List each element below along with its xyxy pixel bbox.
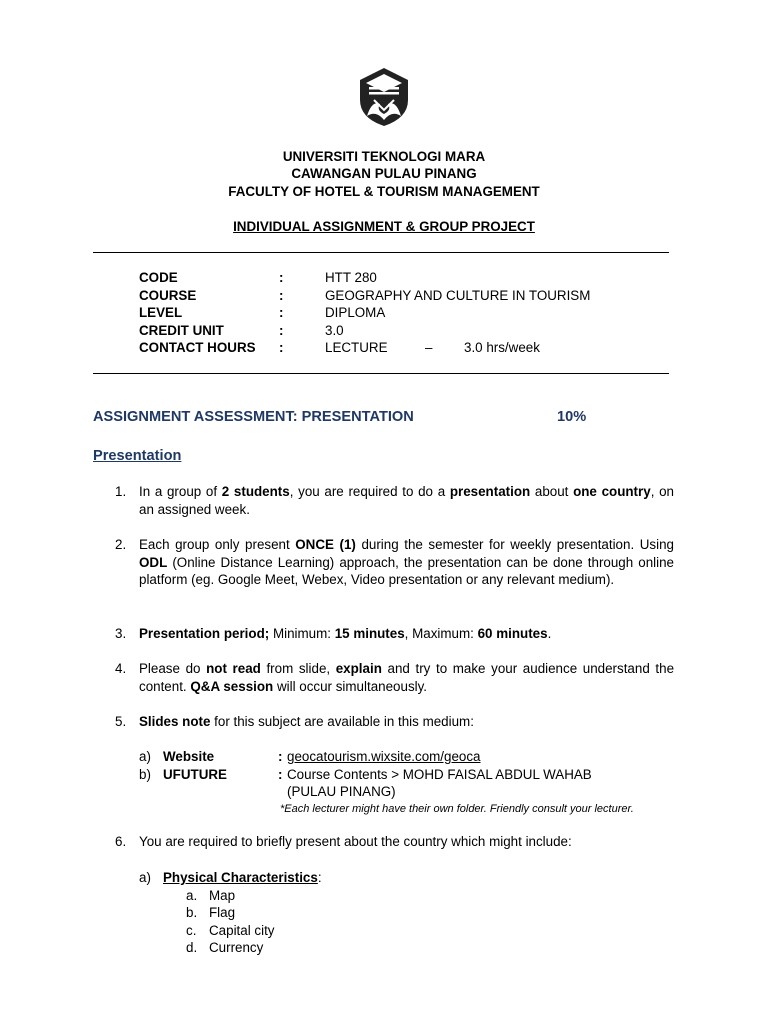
info-value: DIPLOMA [325, 305, 386, 320]
info-colon: : [279, 270, 284, 285]
assessment-weight: 10% [557, 409, 587, 425]
list-item-5: Slides note for this subject are available in this medium: [139, 714, 474, 729]
info-value: GEOGRAPHY AND CULTURE IN TOURISM [325, 288, 591, 303]
uitm-crest-icon [358, 66, 410, 128]
sub-letter: d. [186, 940, 198, 955]
info-label: CREDIT UNIT [139, 323, 224, 338]
list-item-3: Presentation period; Minimum: 15 minutes, Maximum: 60 minutes. [139, 626, 552, 641]
item-number: 3. [115, 626, 127, 641]
item-number: 5. [115, 714, 127, 729]
item-number: 1. [115, 484, 127, 499]
item-number: 6. [115, 834, 127, 849]
ufuture-path-cont: (PULAU PINANG) [287, 784, 396, 799]
info-colon: : [279, 288, 284, 303]
sub-item-currency: Currency [209, 940, 264, 955]
info-label: LEVEL [139, 305, 183, 320]
university-name: UNIVERSITI TEKNOLOGI MARA [282, 149, 486, 164]
document-title [0, 219, 768, 234]
sub-letter: c. [186, 923, 197, 938]
info-colon: : [279, 340, 284, 355]
info-label: CODE [139, 270, 178, 285]
info-colon: : [279, 305, 284, 320]
physical-letter: a) [139, 870, 151, 885]
ufuture-path: Course Contents > MOHD FAISAL ABDUL WAHAB [287, 767, 592, 782]
section-title: Presentation [93, 448, 182, 464]
faculty-name: FACULTY OF HOTEL & TOURISM MANAGEMENT [228, 184, 540, 199]
info-value: LECTURE [325, 340, 388, 355]
item-number: 2. [115, 537, 127, 552]
list-item-2: Each group only present ONCE (1) during the semester for weekly presentation. Using ODL (Online Distance Learning) approach, the presentation can be done through online platform (eg. Google Meet, Webex, Video presentation or any relevant medium). [139, 537, 674, 588]
info-extra: 3.0 hrs/week [464, 340, 540, 355]
sub-item-map: Map [209, 888, 236, 903]
info-value: HTT 280 [325, 270, 377, 285]
media-colon: : [278, 749, 283, 764]
list-item-6: You are required to briefly present about the country which might include: [139, 834, 572, 849]
media-letter: a) [139, 749, 151, 764]
sub-letter: b. [186, 905, 198, 920]
info-label: CONTACT HOURS [139, 340, 256, 355]
sub-item-flag: Flag [209, 905, 236, 920]
list-item-1: In a group of 2 students, you are required to do a presentation about one country, on an assigned week. [139, 484, 674, 517]
document-title-text: INDIVIDUAL ASSIGNMENT & GROUP PROJECT [233, 219, 535, 234]
info-dash: – [425, 340, 433, 355]
physical-heading: Physical Characteristics: [163, 870, 322, 885]
info-colon: : [279, 323, 284, 338]
assessment-title: ASSIGNMENT ASSESSMENT: PRESENTATION [93, 409, 414, 425]
info-label: COURSE [139, 288, 197, 303]
campus-name: CAWANGAN PULAU PINANG [291, 166, 477, 181]
footnote: *Each lecturer might have their own folder. Friendly consult your lecturer. [280, 803, 634, 815]
list-item-4: Please do not read from slide, explain and try to make your audience understand the content. Q&A session will occur simultaneously. [139, 661, 675, 694]
media-letter: b) [139, 767, 151, 782]
sub-letter: a. [186, 888, 198, 903]
info-value: 3.0 [325, 323, 344, 338]
media-colon: : [278, 767, 283, 782]
sub-item-capital-city: Capital city [209, 923, 275, 938]
divider-top [93, 252, 669, 253]
divider-bottom [93, 373, 669, 374]
website-link[interactable]: geocatourism.wixsite.com/geoca [287, 749, 481, 764]
media-name-website: Website [163, 749, 215, 764]
media-name-ufuture: UFUTURE [163, 767, 227, 782]
item-number: 4. [115, 661, 127, 676]
